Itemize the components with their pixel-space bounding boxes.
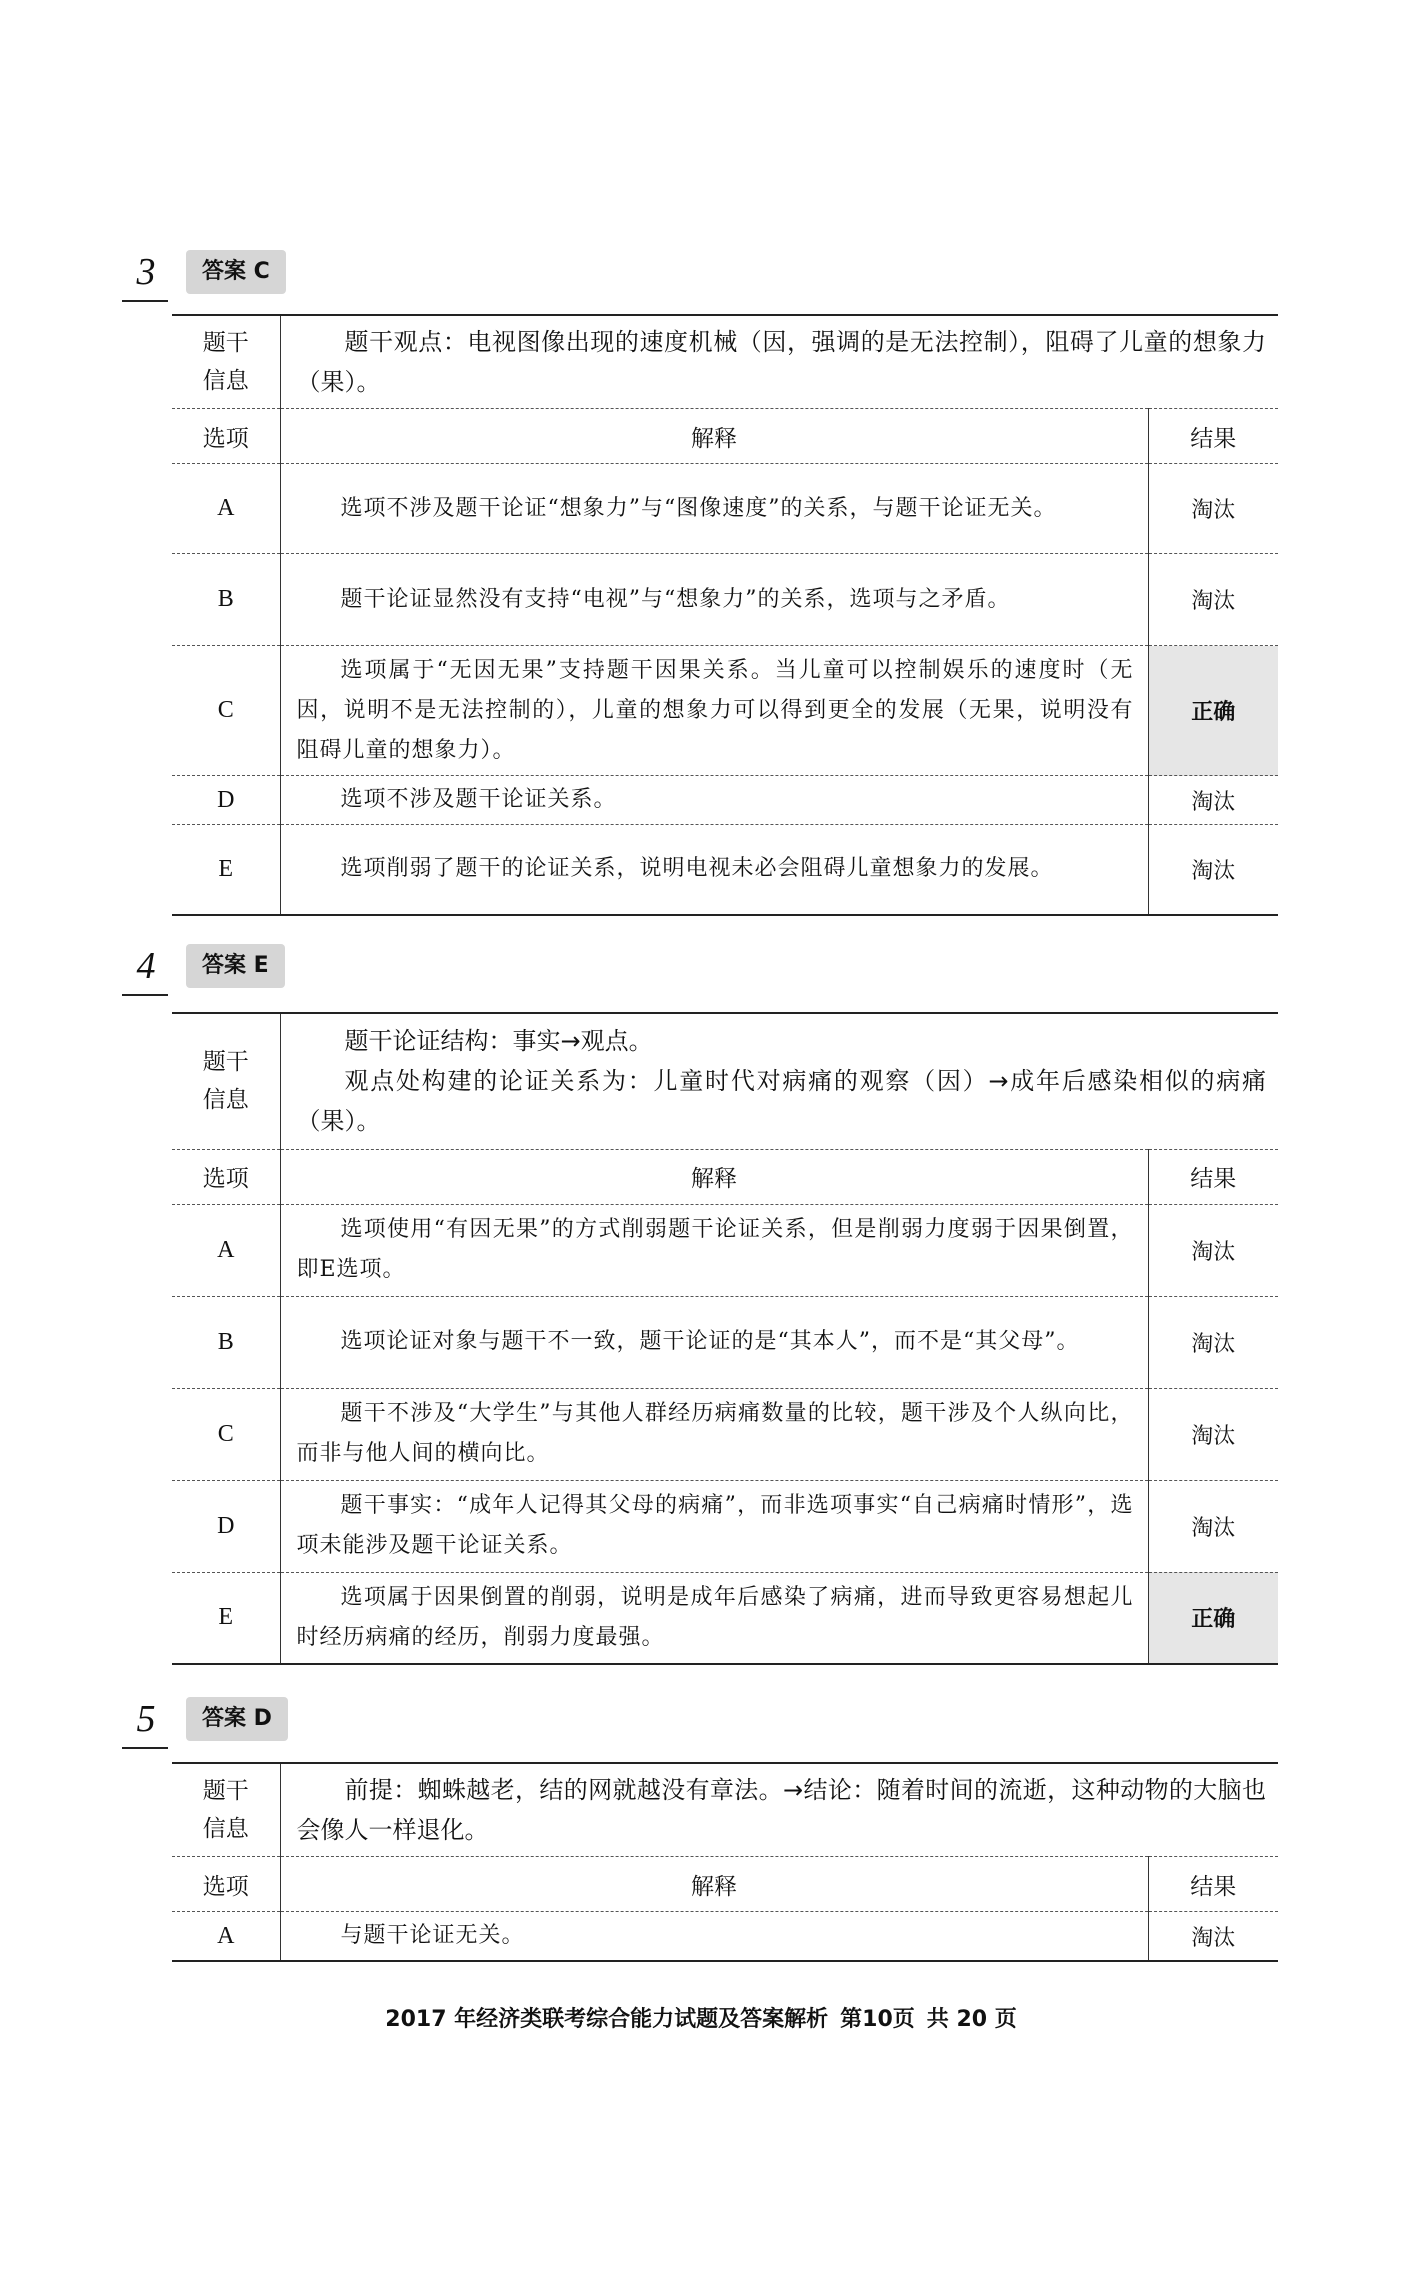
- option-row: [172, 1388, 1278, 1480]
- option-result: 淘汰: [1148, 464, 1278, 554]
- option-letter: D: [172, 1480, 280, 1572]
- option-explanation: [280, 1388, 1148, 1480]
- option-row: [172, 1480, 1278, 1572]
- question-header-3: [122, 246, 622, 306]
- option-row: [172, 554, 1278, 646]
- header-explanation: 解释: [280, 1149, 1148, 1204]
- header-explanation: 解释: [280, 1857, 1148, 1912]
- footer-total-pages: 共 20 页: [926, 2007, 1017, 2032]
- explanation-text: 选项削弱了题干的论证关系，说明电视未必会阻碍儿童想象力的发展。: [340, 856, 1054, 882]
- option-explanation: [280, 464, 1148, 554]
- stem-line: 前提：蜘蛛越老，结的网就越没有章法。→结论：随着时间的流逝，这种动物的大脑也会像人一样退化。: [296, 1776, 1267, 1844]
- question-number: 5: [136, 1698, 156, 1740]
- explanation-text: 与题干论证无关。: [340, 1923, 525, 1948]
- option-row: [172, 1912, 1278, 1962]
- option-explanation: [280, 776, 1148, 825]
- stem-row: [172, 1013, 1278, 1149]
- header-option: 选项: [172, 409, 280, 464]
- header-option: 选项: [172, 1149, 280, 1204]
- option-explanation: [280, 1296, 1148, 1388]
- option-letter: E: [172, 1572, 280, 1664]
- stem-label-line: 信息: [202, 1816, 249, 1842]
- option-letter: A: [172, 1204, 280, 1296]
- header-result: 结果: [1148, 1857, 1278, 1912]
- explanation-text: 题干事实：“成年人记得其父母的病痛”，而非选项事实“自己病痛时情形”，选项未能涉及题干论证关系。: [296, 1493, 1134, 1558]
- question-number-underline: [122, 994, 168, 996]
- answer-table-4: [172, 1012, 1278, 1665]
- footer-page-number: 第10页: [840, 2007, 915, 2032]
- header-option: 选项: [172, 1857, 280, 1912]
- option-row: [172, 464, 1278, 554]
- header-result: 结果: [1148, 409, 1278, 464]
- option-result: 淘汰: [1148, 1388, 1278, 1480]
- option-row: [172, 776, 1278, 825]
- option-letter: C: [172, 1388, 280, 1480]
- stem-label-line: 题干: [202, 1778, 249, 1804]
- option-result: 淘汰: [1148, 1480, 1278, 1572]
- option-row: [172, 646, 1278, 776]
- option-row: [172, 1204, 1278, 1296]
- stem-label: [172, 1763, 280, 1857]
- explanation-text: 选项不涉及题干论证关系。: [340, 787, 617, 812]
- option-explanation: [280, 554, 1148, 646]
- stem-line: 题干观点：电视图像出现的速度机械（因，强调的是无法控制），阻碍了儿童的想象力（果）。: [296, 328, 1266, 396]
- option-result: 淘汰: [1148, 776, 1278, 825]
- answer-table-3: [172, 314, 1278, 916]
- stem-label: [172, 1013, 280, 1149]
- stem-label-line: 题干: [202, 330, 249, 356]
- option-explanation: [280, 1572, 1148, 1664]
- option-result-correct: 正确: [1148, 646, 1278, 776]
- stem-label: [172, 315, 280, 409]
- footer-title: 2017 年经济类联考综合能力试题及答案解析: [385, 2007, 829, 2032]
- header-explanation: 解释: [280, 409, 1148, 464]
- option-result: 淘汰: [1148, 825, 1278, 915]
- stem-row: [172, 1763, 1278, 1857]
- option-result: 淘汰: [1148, 1204, 1278, 1296]
- stem-row: [172, 315, 1278, 409]
- option-explanation: [280, 1204, 1148, 1296]
- option-result: 淘汰: [1148, 554, 1278, 646]
- question-number: 4: [136, 945, 156, 987]
- answer-table-5: [172, 1762, 1278, 1962]
- option-letter: B: [172, 1296, 280, 1388]
- stem-text: [280, 1763, 1278, 1857]
- answer-badge: 答案 E: [186, 944, 285, 988]
- option-result: 淘汰: [1148, 1912, 1278, 1962]
- option-row: [172, 1572, 1278, 1664]
- explanation-text: 选项属于“无因无果”支持题干因果关系。当儿童可以控制娱乐的速度时（无因，说明不是无法控制的），儿童的想象力可以得到更全的发展（无果，说明没有阻碍儿童的想象力）。: [296, 657, 1134, 763]
- explanation-text: 选项使用“有因无果”的方式削弱题干论证关系，但是削弱力度弱于因果倒置，即E选项。: [296, 1217, 1134, 1282]
- question-header-4: [122, 940, 622, 1000]
- explanation-text: 选项论证对象与题干不一致，题干论证的是“其本人”，而不是“其父母”。: [340, 1329, 1080, 1354]
- option-letter: A: [172, 464, 280, 554]
- stem-line: 观点处构建的论证关系为：儿童时代对病痛的观察（因）→成年后感染相似的病痛（果）。: [296, 1067, 1267, 1136]
- answer-badge: 答案 D: [186, 1697, 288, 1741]
- stem-label-line: 信息: [202, 368, 249, 394]
- header-row: [172, 1857, 1278, 1912]
- question-number-underline: [122, 300, 168, 302]
- option-result-correct: 正确: [1148, 1572, 1278, 1664]
- option-letter: E: [172, 825, 280, 915]
- option-letter: B: [172, 554, 280, 646]
- answer-badge: 答案 C: [186, 250, 286, 294]
- header-result: 结果: [1148, 1149, 1278, 1204]
- explanation-text: 选项属于因果倒置的削弱，说明是成年后感染了病痛，进而导致更容易想起儿时经历病痛的经历，削弱力度最强。: [296, 1584, 1134, 1650]
- question-number-underline: [122, 1747, 168, 1749]
- question-number: 3: [136, 251, 156, 293]
- explanation-text: 选项不涉及题干论证“想象力”与“图像速度”的关系，与题干论证无关。: [340, 495, 1057, 521]
- option-result: 淘汰: [1148, 1296, 1278, 1388]
- option-letter: C: [172, 646, 280, 776]
- option-row: [172, 825, 1278, 915]
- option-letter: A: [172, 1912, 280, 1962]
- header-row: [172, 1149, 1278, 1204]
- stem-label-line: 题干: [202, 1049, 249, 1076]
- option-explanation: [280, 825, 1148, 915]
- stem-text: [280, 1013, 1278, 1149]
- question-header-5: [122, 1693, 622, 1753]
- option-explanation: [280, 1480, 1148, 1572]
- option-letter: D: [172, 776, 280, 825]
- option-row: [172, 1296, 1278, 1388]
- page-footer: [0, 2002, 1402, 2033]
- option-explanation: [280, 646, 1148, 776]
- header-row: [172, 409, 1278, 464]
- stem-line: 题干论证结构：事实→观点。: [344, 1027, 653, 1056]
- explanation-text: 题干论证显然没有支持“电视”与“想象力”的关系，选项与之矛盾。: [340, 586, 1011, 612]
- option-explanation: [280, 1912, 1148, 1962]
- stem-label-line: 信息: [202, 1087, 249, 1114]
- stem-text: [280, 315, 1278, 409]
- explanation-text: 题干不涉及“大学生”与其他人群经历病痛数量的比较，题干涉及个人纵向比，而非与他人间的横向比。: [296, 1401, 1134, 1466]
